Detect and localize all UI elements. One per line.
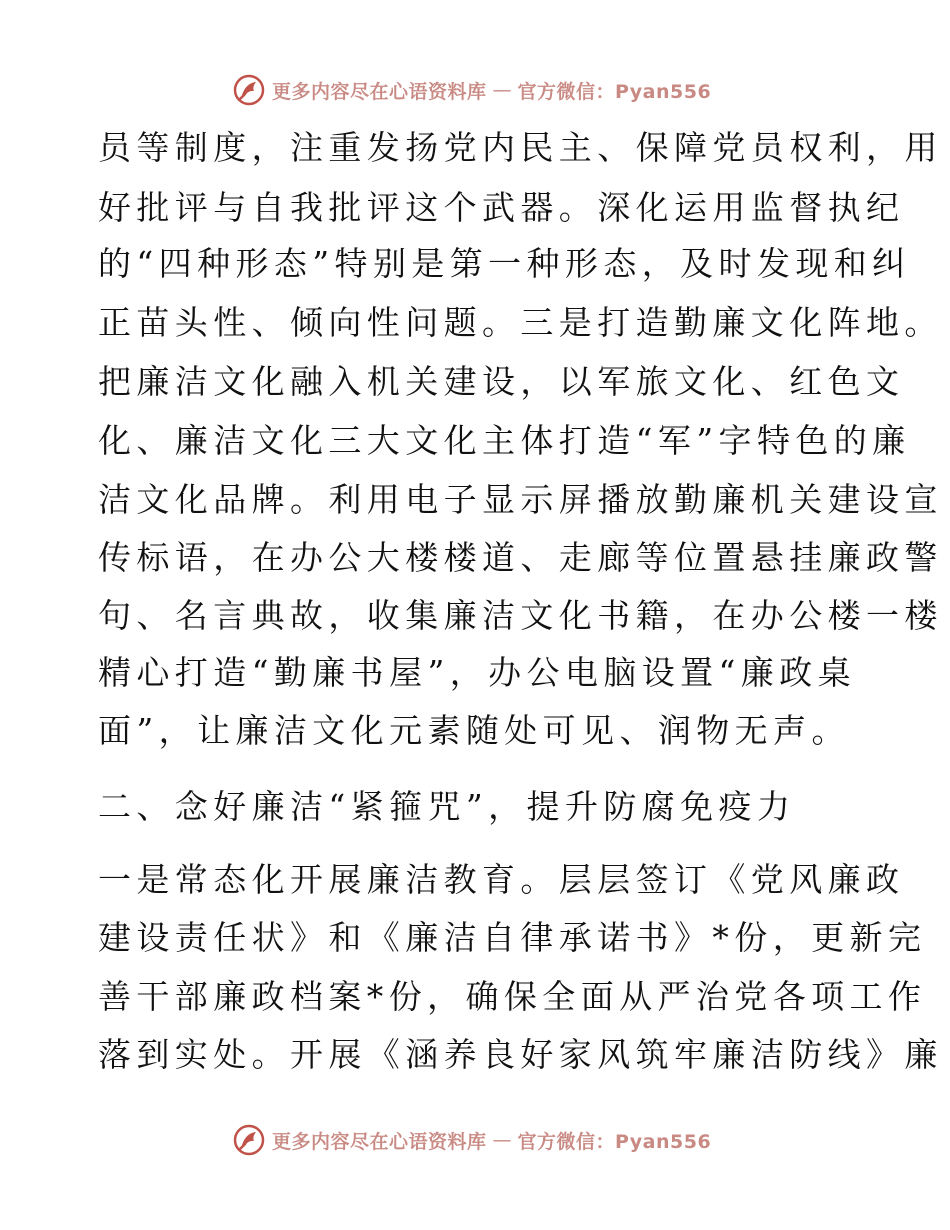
body-line: 建设责任状》和《廉洁自律承诺书》*份，更新完 bbox=[98, 918, 927, 957]
body-line: 洁文化品牌。利用电子显示屏播放勤廉机关建设宣 bbox=[98, 480, 943, 519]
footer-banner-separator: — bbox=[492, 1129, 512, 1151]
footer-banner-contact: 官方微信：Pyan556 bbox=[517, 1130, 712, 1153]
body-line: 句、名言典故，收集廉洁文化书籍，在办公楼一楼 bbox=[98, 596, 943, 635]
body-line: 传标语，在办公大楼楼道、走廊等位置悬挂廉政警 bbox=[98, 538, 943, 577]
footer-banner-text: 更多内容尽在心语资料库 bbox=[272, 1130, 487, 1153]
body-line: 一是常态化开展廉洁教育。层层签订《党风廉政 bbox=[98, 860, 905, 899]
body-line: 的“四种形态”特别是第一种形态，及时发现和纠 bbox=[98, 244, 911, 283]
header-banner-text: 更多内容尽在心语资料库 bbox=[272, 80, 487, 103]
footer-watermark-banner bbox=[232, 1120, 711, 1160]
body-line: 善干部廉政档案*份，确保全面从严治党各项工作 bbox=[98, 977, 927, 1016]
library-logo-icon bbox=[232, 1123, 266, 1157]
body-line: 好批评与自我批评这个武器。深化运用监督执纪 bbox=[98, 188, 905, 227]
body-line: 落到实处。开展《涵养良好家风筑牢廉洁防线》廉 bbox=[98, 1035, 943, 1074]
body-line: 把廉洁文化融入机关建设，以军旅文化、红色文 bbox=[98, 362, 905, 401]
body-line: 正苗头性、倾向性问题。三是打造勤廉文化阵地。 bbox=[98, 303, 943, 342]
body-line: 员等制度，注重发扬党内民主、保障党员权利，用 bbox=[98, 128, 943, 167]
body-line: 化、廉洁文化三大文化主体打造“军”字特色的廉 bbox=[98, 421, 911, 460]
section-heading: 二、念好廉洁“紧箍咒”，提升防腐免疫力 bbox=[98, 787, 796, 826]
header-banner-separator: — bbox=[492, 79, 512, 101]
body-line: 面”，让廉洁文化元素随处可见、润物无声。 bbox=[98, 711, 850, 750]
header-banner-contact: 官方微信：Pyan556 bbox=[517, 80, 712, 103]
header-watermark-banner bbox=[232, 70, 711, 110]
body-line: 精心打造“勤廉书屋”，办公电脑设置“廉政桌 bbox=[98, 653, 857, 692]
library-logo-icon bbox=[232, 73, 266, 107]
